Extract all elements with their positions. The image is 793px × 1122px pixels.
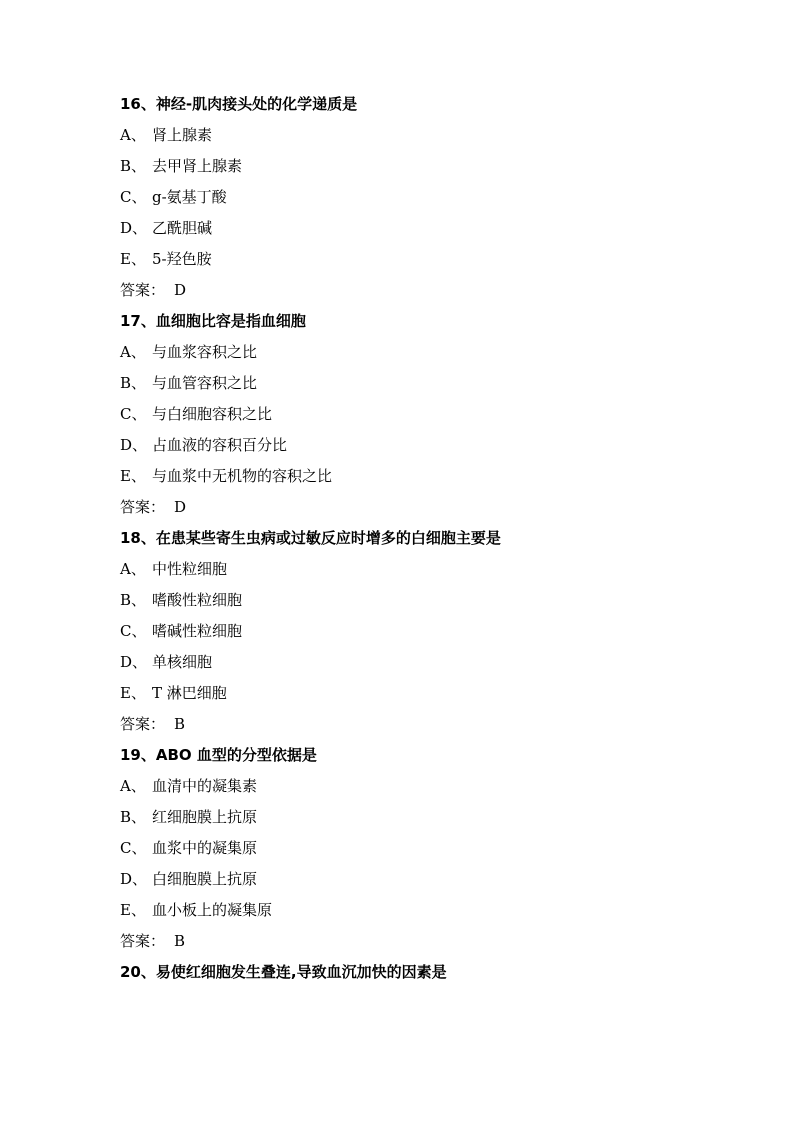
answer-line — [120, 714, 720, 735]
answer-label: 答案： — [120, 498, 166, 516]
question-title: 17、血细胞比容是指血细胞 — [120, 312, 306, 330]
question-title: 18、在患某些寄生虫病或过敏反应时增多的白细胞主要是 — [120, 529, 501, 547]
option-text: 血清中的凝集素 — [152, 777, 258, 795]
question-17 — [120, 311, 720, 518]
option-key: B、 — [120, 591, 147, 609]
option-text: 与白细胞容积之比 — [152, 405, 273, 423]
option-key: C、 — [120, 839, 147, 857]
option-text: 血浆中的凝集原 — [152, 839, 258, 857]
answer-label: 答案： — [120, 715, 166, 733]
option-d — [120, 435, 720, 456]
option-key: A、 — [120, 343, 146, 361]
question-18 — [120, 528, 720, 735]
option-key: D、 — [120, 219, 148, 237]
option-text: 中性粒细胞 — [152, 560, 228, 578]
option-text: 肾上腺素 — [152, 126, 213, 144]
option-key: B、 — [120, 808, 147, 826]
answer-value: B — [174, 932, 186, 950]
option-text: 嗜碱性粒细胞 — [152, 622, 243, 640]
option-key: D、 — [120, 653, 148, 671]
option-key: D、 — [120, 870, 148, 888]
answer-value: B — [174, 715, 186, 733]
option-key: A、 — [120, 126, 146, 144]
option-c — [120, 404, 720, 425]
option-key: E、 — [120, 250, 146, 268]
option-key: A、 — [120, 777, 146, 795]
option-key: E、 — [120, 684, 146, 702]
question-20 — [120, 962, 720, 983]
option-text: 嗜酸性粒细胞 — [152, 591, 243, 609]
option-text: 血小板上的凝集原 — [152, 901, 273, 919]
question-title: 19、ABO 血型的分型依据是 — [120, 746, 317, 764]
option-text: 白细胞膜上抗原 — [152, 870, 258, 888]
answer-line — [120, 497, 720, 518]
option-e — [120, 683, 720, 704]
option-text: 与血浆容积之比 — [152, 343, 258, 361]
option-a — [120, 559, 720, 580]
option-text: g-氨基丁酸 — [152, 188, 227, 206]
option-c — [120, 187, 720, 208]
option-key: B、 — [120, 157, 147, 175]
option-a — [120, 125, 720, 146]
question-title: 20、易使红细胞发生叠连,导致血沉加快的因素是 — [120, 963, 447, 981]
option-b — [120, 156, 720, 177]
option-e — [120, 900, 720, 921]
option-d — [120, 869, 720, 890]
answer-line — [120, 280, 720, 301]
option-b — [120, 807, 720, 828]
option-text: T 淋巴细胞 — [152, 684, 227, 702]
option-text: 占血液的容积百分比 — [152, 436, 288, 454]
option-text: 红细胞膜上抗原 — [152, 808, 258, 826]
option-key: E、 — [120, 467, 146, 485]
answer-line — [120, 931, 720, 952]
option-key: E、 — [120, 901, 146, 919]
option-text: 去甲肾上腺素 — [152, 157, 243, 175]
question-list — [120, 94, 720, 993]
question-19 — [120, 745, 720, 952]
option-c — [120, 621, 720, 642]
option-text: 5-羟色胺 — [152, 250, 212, 268]
answer-value: D — [174, 281, 187, 299]
option-key: B、 — [120, 374, 147, 392]
option-e — [120, 249, 720, 270]
option-b — [120, 373, 720, 394]
option-key: C、 — [120, 405, 147, 423]
answer-label: 答案： — [120, 932, 166, 950]
option-key: A、 — [120, 560, 146, 578]
option-d — [120, 218, 720, 239]
option-text: 单核细胞 — [152, 653, 213, 671]
option-a — [120, 776, 720, 797]
option-text: 乙酰胆碱 — [152, 219, 213, 237]
option-d — [120, 652, 720, 673]
question-16 — [120, 94, 720, 301]
option-text: 与血浆中无机物的容积之比 — [152, 467, 333, 485]
option-b — [120, 590, 720, 611]
option-c — [120, 838, 720, 859]
question-title: 16、神经-肌肉接头处的化学递质是 — [120, 95, 358, 113]
answer-label: 答案： — [120, 281, 166, 299]
option-text: 与血管容积之比 — [152, 374, 258, 392]
option-key: C、 — [120, 188, 147, 206]
option-e — [120, 466, 720, 487]
answer-value: D — [174, 498, 187, 516]
option-key: D、 — [120, 436, 148, 454]
option-a — [120, 342, 720, 363]
option-key: C、 — [120, 622, 147, 640]
